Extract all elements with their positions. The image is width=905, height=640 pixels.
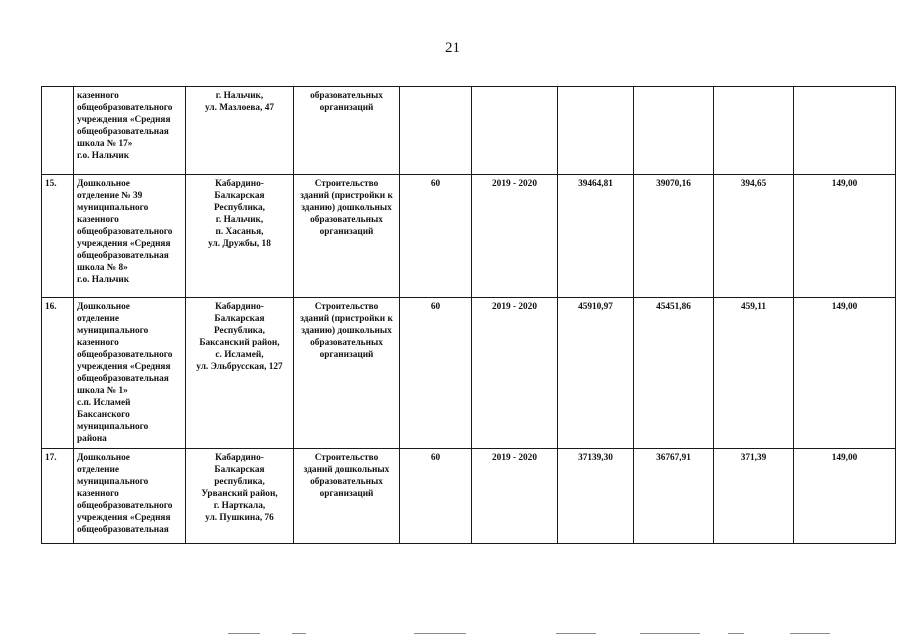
value-total: [558, 87, 634, 175]
capacity: 60: [400, 449, 472, 544]
value-total: 45910,97: [558, 298, 634, 449]
institution-name: Дошкольное отделение № 39 муниципального казенного общеобразовательного учреждения «Средняя общеобразовательная школа № 8» г.о. Нальчик: [74, 175, 186, 298]
institution-name: казенного общеобразовательного учреждения «Средняя общеобразовательная школа № 17» г.о. Нальчик: [74, 87, 186, 175]
construction-type: Строительство зданий (пристройки к зданию) дошкольных образовательных организаций: [294, 298, 400, 449]
value-regional: 459,11: [714, 298, 794, 449]
value-federal: 45451,86: [634, 298, 714, 449]
table-row: [42, 175, 896, 298]
value-cost-per-place: [794, 87, 896, 175]
page-number: 21: [445, 40, 460, 56]
value-total: 39464,81: [558, 175, 634, 298]
value-cost-per-place: 149,00: [794, 175, 896, 298]
address: Кабардино- Балкарская Республика, Баксанский район, с. Исламей, ул. Эльбрусская, 127: [186, 298, 294, 449]
row-number: [42, 87, 74, 175]
construction-type: Строительство зданий (пристройки к зданию) дошкольных образовательных организаций: [294, 175, 400, 298]
value-federal: 39070,16: [634, 175, 714, 298]
table-row: [42, 87, 896, 175]
scan-edge-marks: [0, 633, 905, 637]
row-number: 17.: [42, 449, 74, 544]
capacity: 60: [400, 298, 472, 449]
value-regional: 371,39: [714, 449, 794, 544]
value-total: 37139,30: [558, 449, 634, 544]
period: 2019 - 2020: [472, 175, 558, 298]
value-cost-per-place: 149,00: [794, 298, 896, 449]
construction-type: образовательных организаций: [294, 87, 400, 175]
institution-name: Дошкольное отделение муниципального казенного общеобразовательного учреждения «Средняя общеобразовательная школа № 1» с.п. Исламей Баксанского муниципального района: [74, 298, 186, 449]
construction-table: [41, 86, 896, 544]
period: 2019 - 2020: [472, 298, 558, 449]
value-regional: [714, 87, 794, 175]
row-number: 16.: [42, 298, 74, 449]
value-federal: 36767,91: [634, 449, 714, 544]
capacity: [400, 87, 472, 175]
value-regional: 394,65: [714, 175, 794, 298]
value-federal: [634, 87, 714, 175]
value-cost-per-place: 149,00: [794, 449, 896, 544]
row-number: 15.: [42, 175, 74, 298]
address: Кабардино- Балкарская республика, Урванский район, г. Нарткала, ул. Пушкина, 76: [186, 449, 294, 544]
address: г. Нальчик, ул. Мазлоева, 47: [186, 87, 294, 175]
period: 2019 - 2020: [472, 449, 558, 544]
period: [472, 87, 558, 175]
table-row: [42, 449, 896, 544]
institution-name: Дошкольное отделение муниципального казенного общеобразовательного учреждения «Средняя общеобразовательная: [74, 449, 186, 544]
address: Кабардино- Балкарская Республика, г. Нальчик, п. Хасанья, ул. Дружбы, 18: [186, 175, 294, 298]
capacity: 60: [400, 175, 472, 298]
construction-type: Строительство зданий дошкольных образовательных организаций: [294, 449, 400, 544]
table-row: [42, 298, 896, 449]
